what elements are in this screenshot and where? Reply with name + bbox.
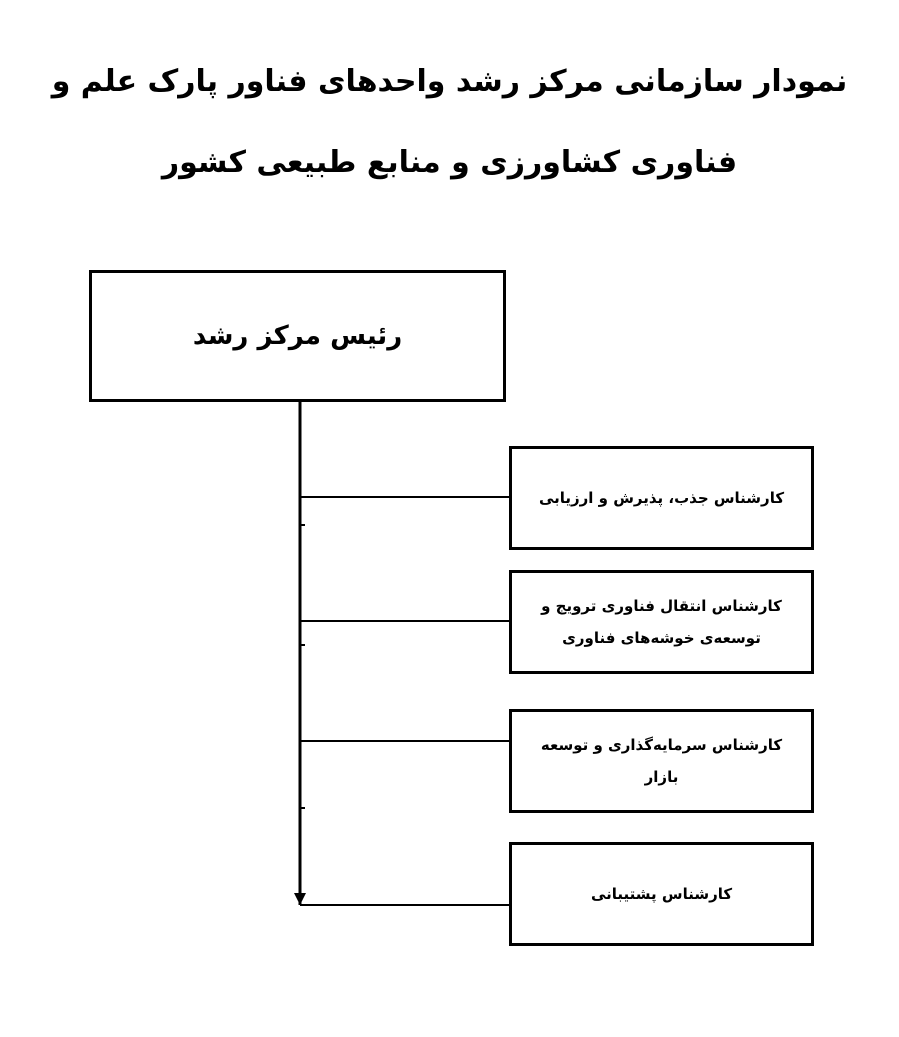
role-node-technology-transfer [509,570,814,674]
role-node-label: کارشناس جذب، پذیرش و ارزیابی [538,489,785,507]
role-node-label: کارشناس پشتیبانی [590,885,733,903]
chart-title-line-1: نمودار سازمانی مرکز رشد واحدهای فناور پارک علم و [51,64,848,99]
role-node-label: کارشناس سرمایه‌گذاری و توسعه بازار [540,736,783,786]
role-node-support [509,842,814,946]
head-node-label: رئیس مرکز رشد [192,321,403,351]
head-node [89,270,506,402]
role-node-recruitment [509,446,814,550]
role-node-label: کارشناس انتقال فناوری ترویج و توسعه‌ی خوشه‌های فناوری [541,597,782,647]
trunk-arrowhead [294,893,306,905]
chart-title-line-2: فناوری کشاورزی و منابع طبیعی کشور [161,145,738,180]
role-node-investment [509,709,814,813]
